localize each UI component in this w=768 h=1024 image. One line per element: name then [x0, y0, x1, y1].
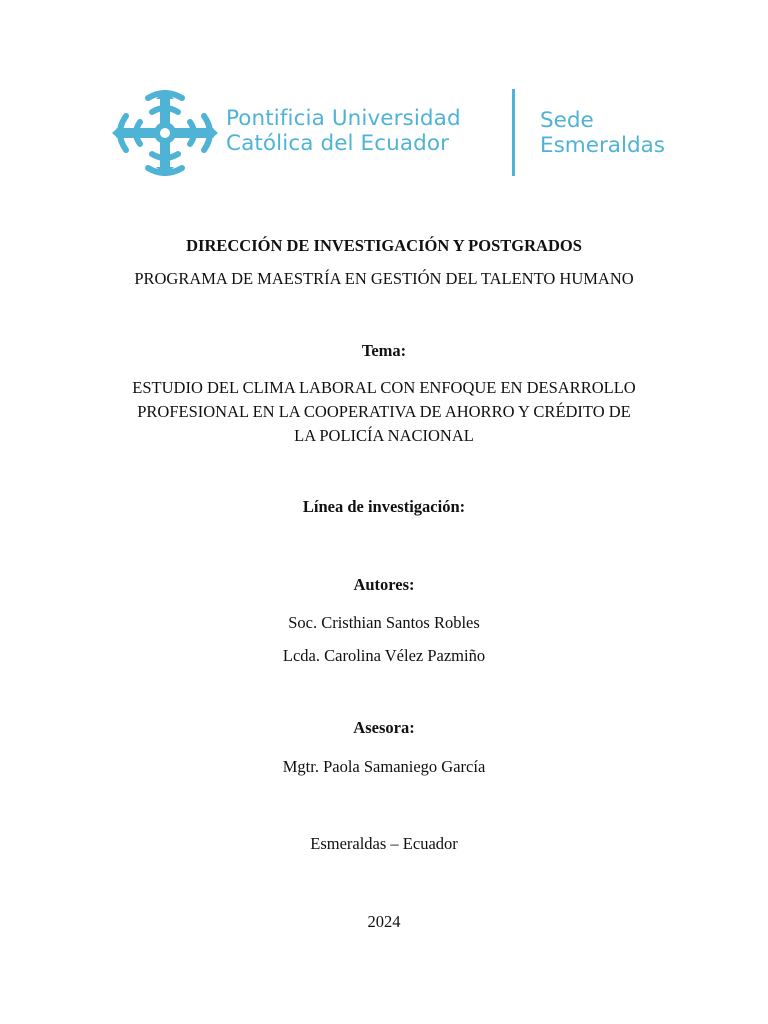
- program-title: PROGRAMA DE MAESTRÍA EN GESTIÓN DEL TALENTO HUMANO: [134, 269, 634, 288]
- campus-name-line1: Sede: [540, 108, 594, 133]
- topic-line-2: PROFESIONAL EN LA COOPERATIVA DE AHORRO Y CRÉDITO DE: [137, 402, 631, 421]
- university-name: [226, 106, 461, 156]
- campus-name: [540, 108, 665, 158]
- direction-heading: DIRECCIÓN DE INVESTIGACIÓN Y POSTGRADOS: [186, 236, 582, 255]
- authors-label: Autores:: [353, 575, 415, 594]
- campus-name-line2: Esmeraldas: [540, 133, 665, 158]
- location: Esmeraldas – Ecuador: [310, 834, 458, 853]
- cross-emblem-icon: [112, 90, 218, 176]
- university-name-line1: Pontificia Universidad: [226, 106, 461, 131]
- advisor-name: Mgtr. Paola Samaniego García: [282, 757, 486, 776]
- research-line-label: Línea de investigación:: [302, 497, 466, 516]
- author-2: Lcda. Carolina Vélez Pazmiño: [282, 646, 486, 665]
- university-name-line2: Católica del Ecuador: [226, 131, 450, 156]
- advisor-label: Asesora:: [353, 718, 415, 737]
- year: 2024: [367, 912, 401, 931]
- topic-line-1: ESTUDIO DEL CLIMA LABORAL CON ENFOQUE EN DESARROLLO: [132, 378, 636, 397]
- logo-divider: [512, 89, 515, 176]
- topic-line-3: LA POLICÍA NACIONAL: [294, 426, 474, 445]
- topic-label: Tema:: [361, 341, 407, 360]
- author-1: Soc. Cristhian Santos Robles: [288, 613, 480, 632]
